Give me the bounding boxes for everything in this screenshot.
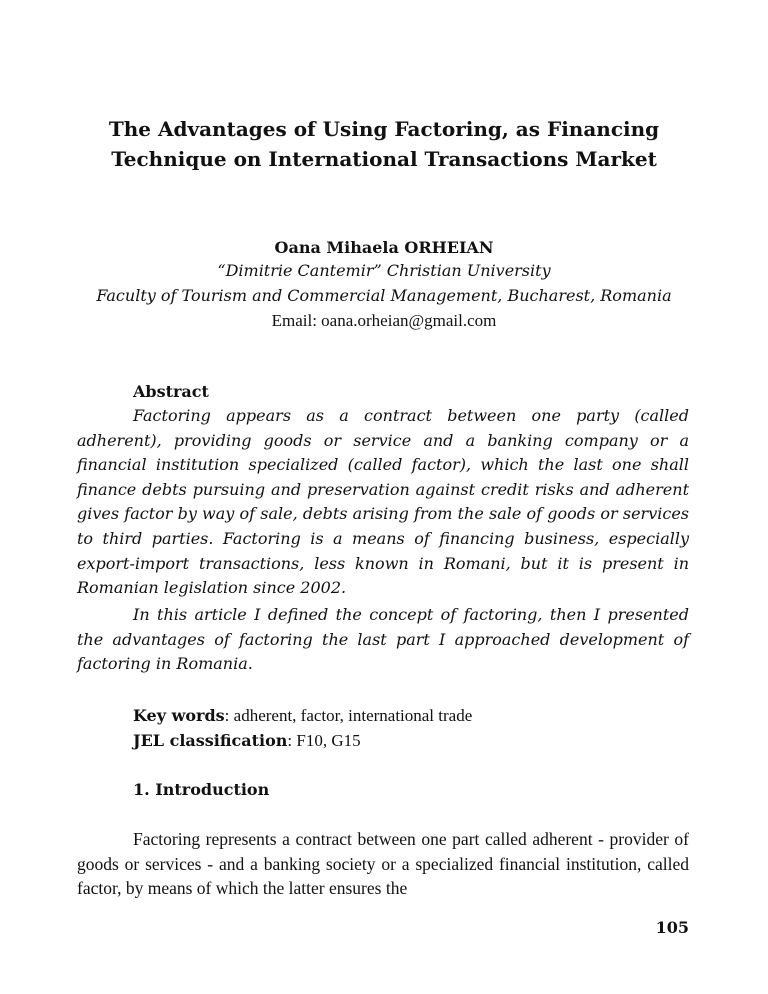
page-number: 105: [655, 918, 689, 937]
author-name: Oana Mihaela ORHEIAN: [274, 238, 494, 257]
keywords-line: [133, 704, 472, 728]
author-affiliation-faculty: Faculty of Tourism and Commercial Management, Bucharest, Romania: [96, 286, 672, 305]
title-line-1: The Advantages of Using Factoring, as Financing: [108, 117, 660, 141]
jel-line: [133, 729, 361, 753]
abstract-heading: Abstract: [133, 382, 209, 401]
paper-title: [60, 114, 708, 174]
jel-label: JEL classification: [133, 731, 288, 750]
jel-value: : F10, G15: [287, 731, 361, 750]
author-affiliation-university: “Dimitrie Cantemir” Christian University: [217, 261, 551, 280]
introduction-paragraph: Factoring represents a contract between one part called adherent - provider of goods or services - and a banking society or a specialized financial institution, called factor, by means of which the latter ensures the: [77, 829, 689, 899]
title-line-2: Technique on International Transactions Market: [111, 147, 657, 171]
author-email: Email: oana.orheian@gmail.com: [271, 311, 497, 330]
abstract-paragraph-2: In this article I defined the concept of factoring, then I presented the advantages of factoring the last part I approached development of factoring in Romania.: [77, 605, 689, 674]
keywords-value: : adherent, factor, international trade: [224, 706, 473, 725]
section-heading-introduction: 1. Introduction: [133, 780, 270, 799]
keywords-label: Key words: [133, 706, 225, 725]
abstract-paragraph-1: Factoring appears as a contract between one party (called adherent), providing goods or service and a banking company or a financial institution specialized (called factor), which the last one shall finance debts pursuing and preservation against credit risks and adherent gives factor by way of sale, debts arising from the sale of goods or services to third parties. Factoring is a means of financing business, especially export-import transactions, less known in Romani, but it is present in Romanian legislation since 2002.: [77, 406, 689, 598]
